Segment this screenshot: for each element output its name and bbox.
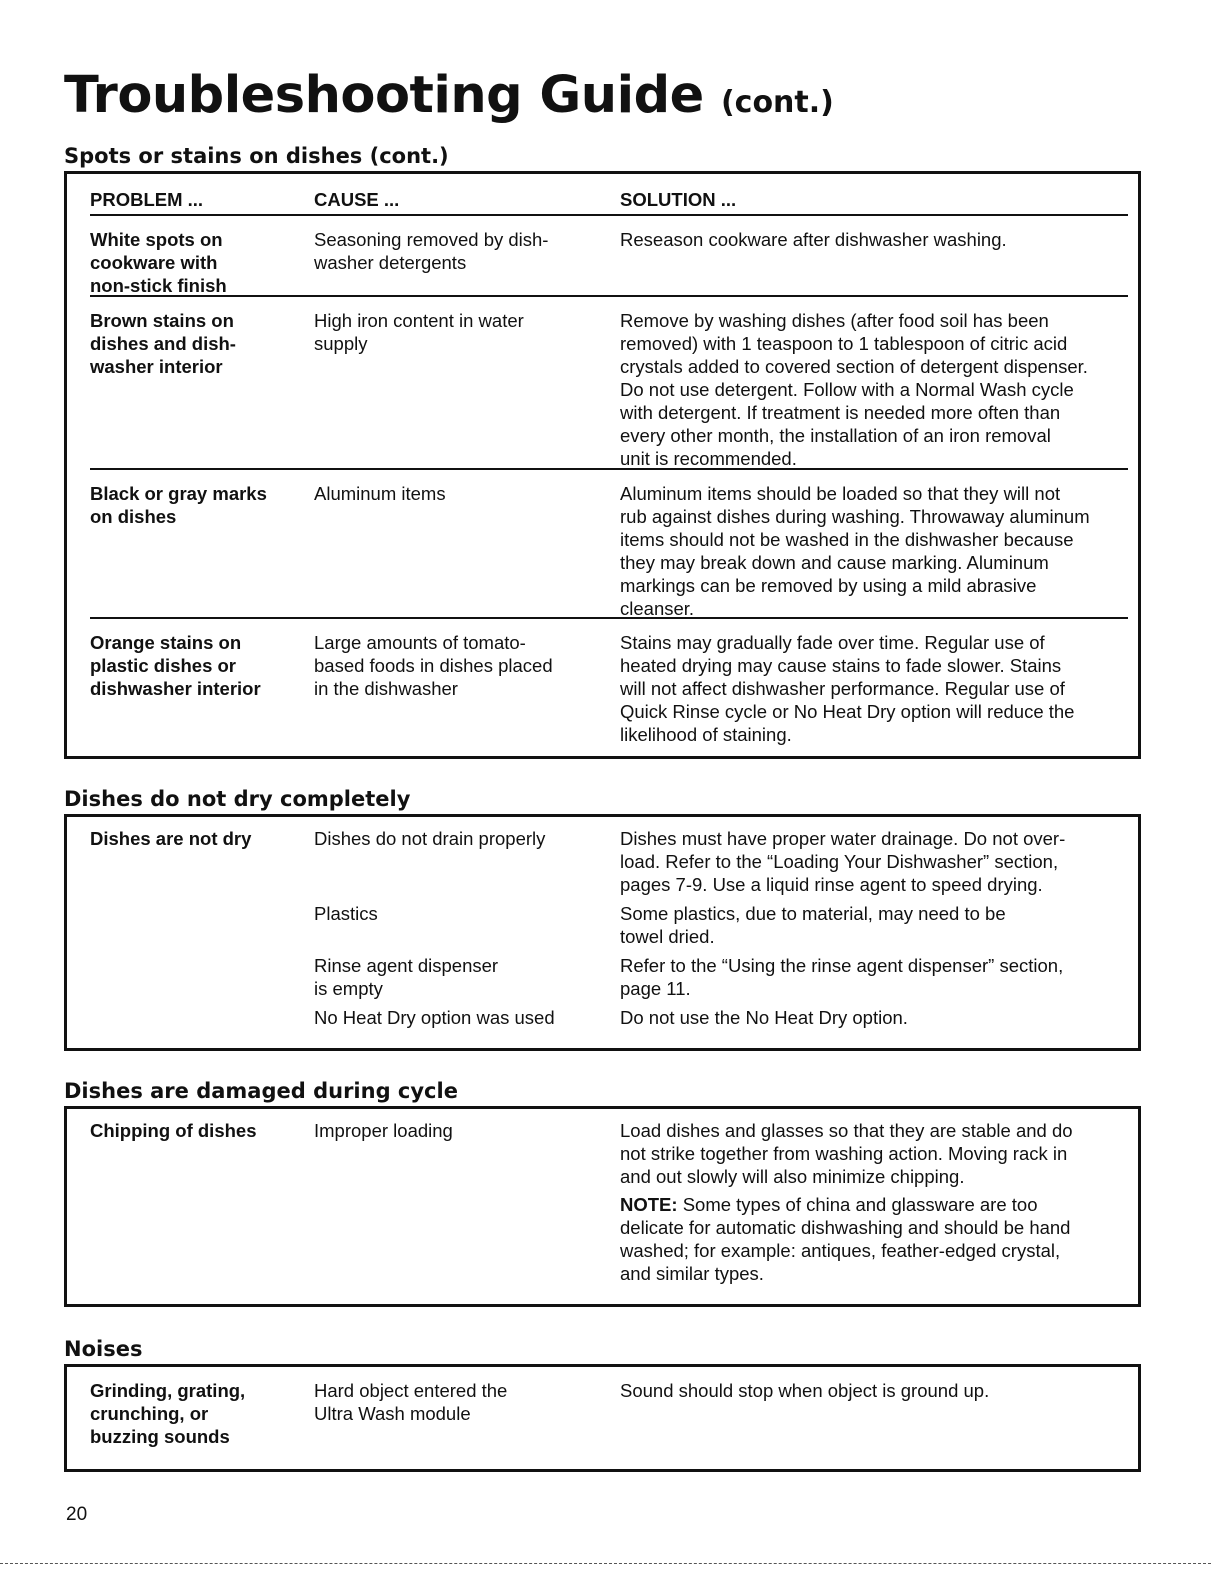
- section-title: Dishes are damaged during cycle: [64, 1079, 458, 1103]
- note-label: NOTE:: [620, 1194, 678, 1215]
- table-row: [90, 1109, 1128, 1291]
- solution-item: Some plastics, due to material, may need to be towel dried.: [620, 903, 1006, 947]
- section-spots-stains: [64, 142, 1141, 759]
- table-row: [90, 619, 1128, 752]
- solution-column-header: SOLUTION ...: [620, 189, 737, 210]
- cause-item: Rinse agent dispenser is empty: [314, 955, 499, 999]
- problem-column-header: PROBLEM ...: [90, 189, 204, 210]
- cause-cell: Large amounts of tomato- based foods in dishes placed in the dishwasher: [314, 632, 553, 699]
- cause-cell: Seasoning removed by dish- washer detergents: [314, 229, 549, 273]
- troubleshooting-table: [64, 171, 1141, 759]
- cause-column-header: CAUSE ...: [314, 189, 400, 210]
- page-title: [64, 66, 834, 125]
- page-number: 20: [66, 1504, 88, 1525]
- bottom-rule: [0, 1563, 1211, 1564]
- cause-item: Plastics: [314, 903, 378, 924]
- table-row: [90, 817, 1128, 1035]
- solution-item: Dishes must have proper water drainage. Do not over- load. Refer to the “Loading Your Dishwasher” section, pages 7-9. Use a liquid rinse agent to speed drying.: [620, 828, 1066, 895]
- note-text: Some types of china and glassware are too delicate for automatic dishwashing and should be hand washed; for example: antiques, feather-edged crystal, and similar types.: [620, 1194, 1071, 1284]
- solution-item: Refer to the “Using the rinse agent dispenser” section, page 11.: [620, 955, 1064, 999]
- solution-item: Do not use the No Heat Dry option.: [620, 1007, 908, 1028]
- troubleshooting-table: [64, 814, 1141, 1051]
- cause-item: Dishes do not drain properly: [314, 828, 546, 849]
- problem-cell: Dishes are not dry: [90, 828, 252, 849]
- section-title: Dishes do not dry completely: [64, 787, 411, 811]
- table-header-row: [90, 174, 1128, 216]
- solution-cell: Aluminum items should be loaded so that they will not rub against dishes during washing. Throwaway aluminum items should not be washed in the dishwasher because they may break down and cause marking. Aluminum markings can be removed by using a mild abrasive cleanser.: [620, 483, 1090, 619]
- cause-cell: Improper loading: [314, 1120, 453, 1141]
- problem-cell: Grinding, grating, crunching, or buzzing sounds: [90, 1380, 246, 1447]
- troubleshooting-table: [64, 1106, 1141, 1307]
- cause-item: No Heat Dry option was used: [314, 1007, 555, 1028]
- solution-cell: [620, 827, 1128, 1029]
- page-title-main: Troubleshooting Guide: [64, 66, 704, 125]
- cause-cell: High iron content in water supply: [314, 310, 524, 354]
- table-row: [90, 1367, 1128, 1454]
- section-dishes-damaged: [64, 1077, 1141, 1307]
- solution-note: [620, 1193, 1128, 1285]
- solution-cell: Stains may gradually fade over time. Regular use of heated drying may cause stains to fade slower. Stains will not affect dishwasher performance. Regular use of Quick Rinse cycle or No Heat Dry option will reduce the likelihood of staining.: [620, 632, 1075, 745]
- table-row: [90, 470, 1128, 619]
- cause-cell: [314, 827, 620, 1029]
- section-dishes-not-dry: [64, 785, 1141, 1051]
- problem-cell: White spots on cookware with non-stick finish: [90, 229, 227, 296]
- table-row: [90, 297, 1128, 470]
- section-title: Spots or stains on dishes (cont.): [64, 144, 449, 168]
- problem-cell: Brown stains on dishes and dish- washer interior: [90, 310, 236, 377]
- problem-cell: Orange stains on plastic dishes or dishwasher interior: [90, 632, 261, 699]
- solution-cell: Remove by washing dishes (after food soil has been removed) with 1 teaspoon to 1 tablespoon of citric acid crystals added to covered section of detergent dispenser. Do not use detergent. Follow with a Normal Wash cycle with detergent. If treatment is needed more often than every other month, the installation of an iron removal unit is recommended.: [620, 310, 1088, 469]
- solution-cell: Reseason cookware after dishwasher washing.: [620, 229, 1007, 250]
- page-title-suffix: (cont.): [720, 85, 834, 120]
- problem-cell: Chipping of dishes: [90, 1120, 257, 1141]
- troubleshooting-table: [64, 1364, 1141, 1472]
- cause-cell: Hard object entered the Ultra Wash module: [314, 1380, 508, 1424]
- section-noises: [64, 1335, 1141, 1472]
- table-row: [90, 216, 1128, 297]
- solution-text: Load dishes and glasses so that they are stable and do not strike together from washing action. Moving rack in and out slowly will also minimize chipping.: [620, 1120, 1073, 1187]
- problem-cell: Black or gray marks on dishes: [90, 483, 267, 527]
- solution-cell: Sound should stop when object is ground up.: [620, 1380, 990, 1401]
- cause-cell: Aluminum items: [314, 483, 446, 504]
- solution-cell: [620, 1119, 1128, 1285]
- section-title: Noises: [64, 1337, 143, 1361]
